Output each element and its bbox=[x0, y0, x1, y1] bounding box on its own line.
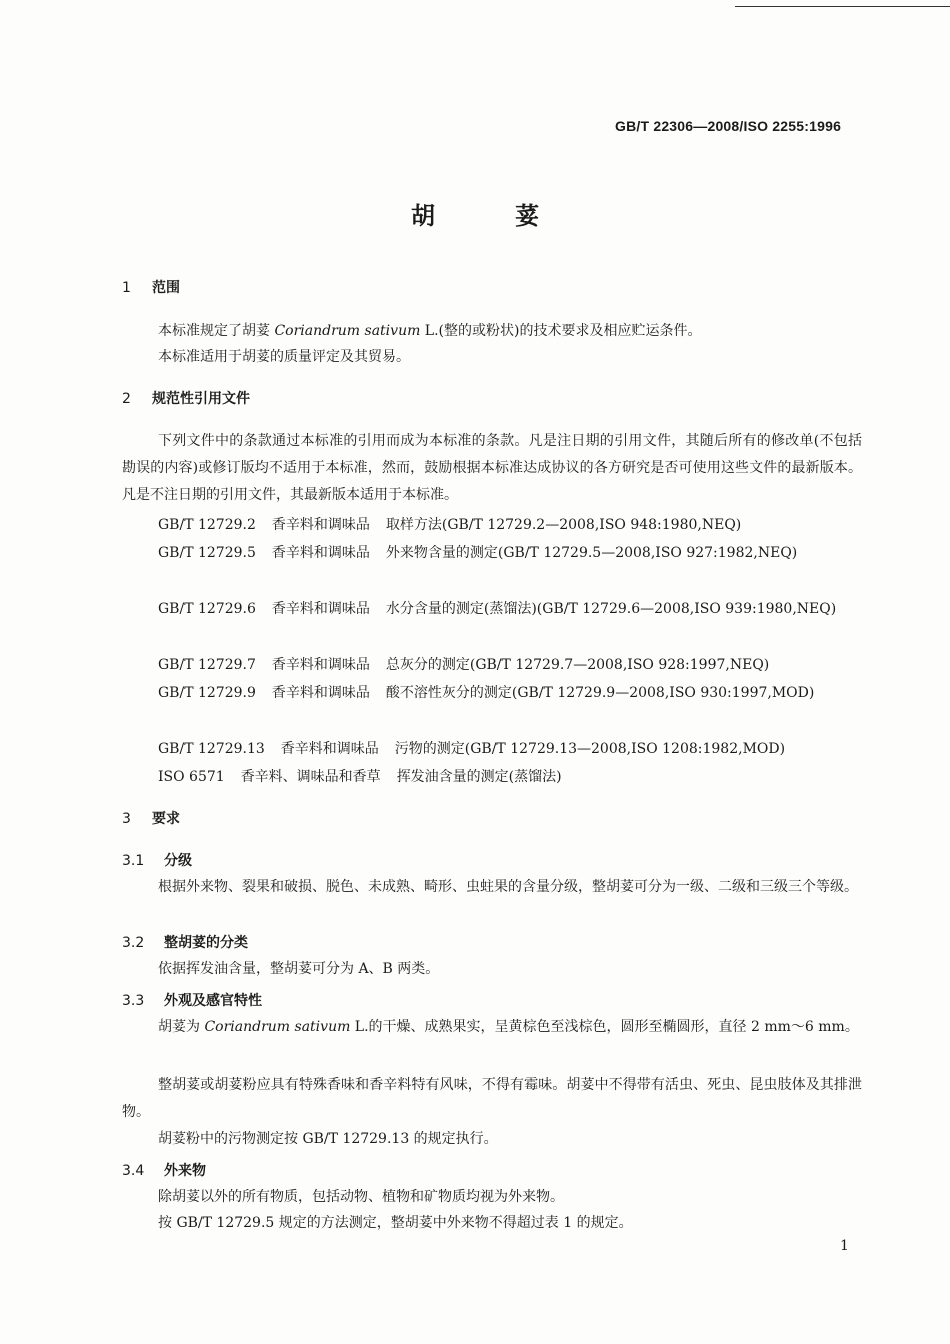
section-3-1-heading: 3.1 分级 bbox=[122, 853, 192, 869]
section-1-paragraph-2: 本标准适用于胡荽的质量评定及其贸易。 bbox=[158, 349, 410, 365]
section-3-2-heading: 3.2 整胡荽的分类 bbox=[122, 935, 248, 951]
section-3-1-paragraph: 根据外来物、裂果和破损、脱色、未成熟、畸形、虫蛀果的含量分级，整胡荽可分为一级、二级和三级三个等级。 bbox=[158, 879, 858, 895]
reference-item: GB/T 12729.7 香辛料和调味品 总灰分的测定(GB/T 12729.7—2008,ISO 928:1997,NEQ) bbox=[158, 657, 770, 673]
reference-item: GB/T 12729.5 香辛料和调味品 外来物含量的测定(GB/T 12729.5—2008,ISO 927:1982,NEQ) bbox=[158, 545, 798, 561]
section-3-heading: 3 要求 bbox=[122, 811, 180, 827]
reference-item: GB/T 12729.9 香辛料和调味品 酸不溶性灰分的测定(GB/T 12729.9—2008,ISO 930:1997,MOD) bbox=[158, 685, 815, 701]
section-3-4-paragraph-2: 按 GB/T 12729.5 规定的方法测定，整胡荽中外来物不得超过表 1 的规定。 bbox=[158, 1215, 633, 1231]
section-3-4-paragraph-1: 除胡荽以外的所有物质，包括动物、植物和矿物质均视为外来物。 bbox=[158, 1189, 564, 1205]
section-3-3-paragraph-2: 整胡荽或胡荽粉应具有特殊香味和香辛料特有风味，不得有霉味。胡荽中不得带有活虫、死虫、昆虫肢体及其排泄物。 bbox=[122, 1077, 862, 1120]
section-3-4-heading: 3.4 外来物 bbox=[122, 1163, 206, 1179]
section-2-heading: 2 规范性引用文件 bbox=[122, 391, 250, 407]
header-rule bbox=[735, 6, 950, 7]
section-2-intro: 下列文件中的条款通过本标准的引用而成为本标准的条款。凡是注日期的引用文件，其随后所有的修改单(不包括勘误的内容)或修订版均不适用于本标准，然而，鼓励根据本标准达成协议的各方研究是否可使用这些文件的最新版本。凡是不注日期的引用文件，其最新版本适用于本标准。 bbox=[122, 433, 862, 503]
page-title: 胡荽 bbox=[411, 202, 619, 230]
section-1-heading: 1 范围 bbox=[122, 280, 180, 296]
section-3-3-paragraph-1: 胡荽为 Coriandrum sativum L.的干燥、成熟果实，呈黄棕色至浅棕色，圆形至椭圆形，直径 2 mm～6 mm。 bbox=[158, 1019, 859, 1035]
section-3-3-paragraph-3: 胡荽粉中的污物测定按 GB/T 12729.13 的规定执行。 bbox=[158, 1131, 498, 1147]
reference-item: GB/T 12729.13 香辛料和调味品 污物的测定(GB/T 12729.13—2008,ISO 1208:1982,MOD) bbox=[158, 741, 786, 757]
reference-item: GB/T 12729.6 香辛料和调味品 水分含量的测定(蒸馏法)(GB/T 12729.6—2008,ISO 939:1980,NEQ) bbox=[158, 601, 837, 617]
section-1-paragraph-1: 本标准规定了胡荽 Coriandrum sativum L.(整的或粉状)的技术要求及相应贮运条件。 bbox=[158, 323, 702, 339]
page-number: 1 bbox=[840, 1238, 849, 1254]
section-3-2-paragraph: 依据挥发油含量，整胡荽可分为 A、B 两类。 bbox=[158, 961, 440, 977]
reference-item: ISO 6571 香辛料、调味品和香草 挥发油含量的测定(蒸馏法) bbox=[158, 769, 562, 785]
reference-item: GB/T 12729.2 香辛料和调味品 取样方法(GB/T 12729.2—2008,ISO 948:1980,NEQ) bbox=[158, 517, 742, 533]
section-3-3-heading: 3.3 外观及感官特性 bbox=[122, 993, 262, 1009]
standard-number: GB/T 22306—2008/ISO 2255:1996 bbox=[615, 118, 842, 134]
